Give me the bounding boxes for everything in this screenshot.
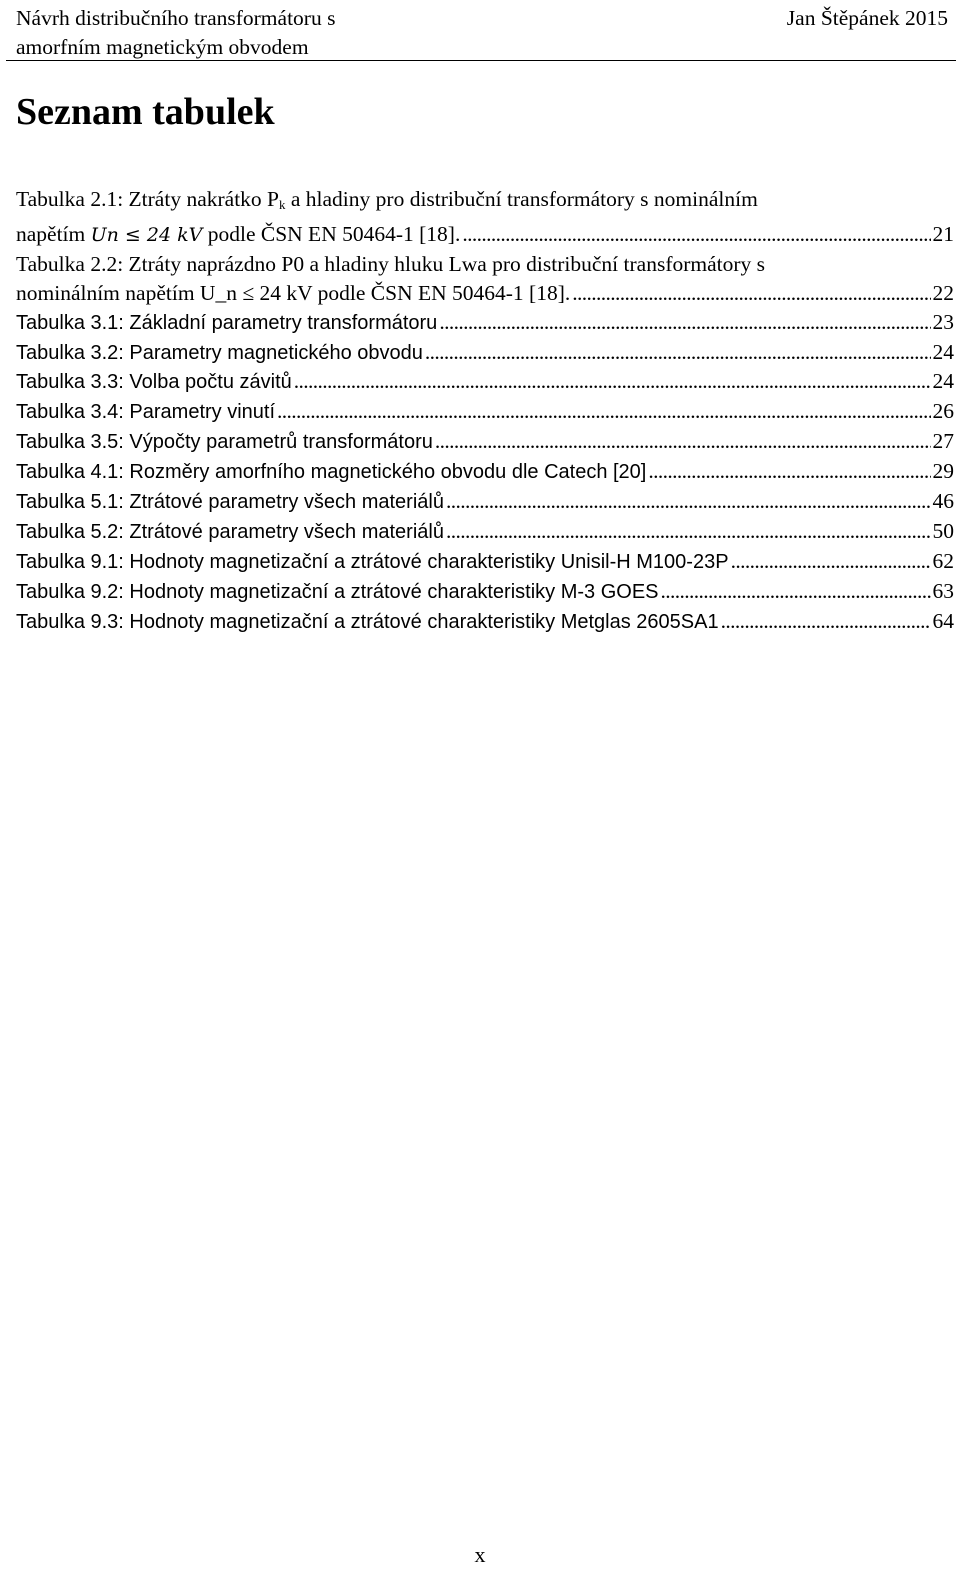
toc-page-number: 62 — [932, 548, 954, 573]
header-divider — [6, 60, 956, 61]
toc-entry-9-3[interactable] — [16, 607, 954, 637]
toc-entry-text: nominálním napětím U_n ≤ 24 kV podle ČSN EN 50464-1 [18]. — [16, 280, 571, 305]
toc-entry-text: Tabulka 9.3: Hodnoty magnetizační a ztrátové charakteristiky Metglas 2605SA1 — [16, 610, 719, 633]
page-title: Seznam tabulek — [16, 91, 275, 133]
toc-entry-3-1[interactable] — [16, 308, 954, 338]
toc-entry-text: Tabulka 5.1: Ztrátové parametry všech materiálů — [16, 491, 444, 514]
toc-entry-5-1[interactable] — [16, 487, 954, 517]
toc-page-number: 23 — [932, 309, 954, 334]
toc-entry-subscript: k — [279, 197, 286, 212]
toc-entry-3-4[interactable] — [16, 397, 954, 427]
toc-page-number: 63 — [932, 578, 954, 603]
toc-page-number: 29 — [932, 459, 954, 484]
toc-page-number: 64 — [932, 608, 954, 633]
toc-page-number: 26 — [932, 399, 954, 424]
toc-dot-leader — [277, 397, 930, 426]
toc-dot-leader — [648, 457, 930, 486]
toc-entry-text: Tabulka 9.2: Hodnoty magnetizační a ztrátové charakteristiky M-3 GOES — [16, 580, 659, 603]
toc-page-number: 46 — [932, 489, 954, 514]
toc-page-number: 21 — [932, 221, 954, 246]
toc-entry-text: Tabulka 3.3: Volba počtu závitů — [16, 371, 292, 394]
toc-entry-9-2[interactable] — [16, 577, 954, 607]
toc-page-number: 22 — [932, 280, 954, 305]
toc-entry-2-2[interactable] — [16, 250, 954, 308]
toc-dot-leader — [439, 308, 930, 337]
toc-entry-text: Tabulka 9.1: Hodnoty magnetizační a ztrátové charakteristiky Unisil-H M100-23P — [16, 550, 729, 573]
page-number: x — [474, 1542, 486, 1567]
toc-entry-line: Tabulka 2.2: Ztráty naprázdno P0 a hladiny hluku Lwa pro distribuční transformátory s — [16, 251, 766, 276]
toc-dot-leader — [435, 427, 931, 456]
toc-page-number: 50 — [932, 518, 954, 543]
toc-entry-text: Tabulka 5.2: Ztrátové parametry všech materiálů — [16, 520, 444, 543]
toc-entry-text: Tabulka 3.1: Základní parametry transformátoru — [16, 311, 438, 334]
toc-dot-leader — [462, 220, 930, 249]
toc-dot-leader — [721, 607, 931, 636]
toc-entry-text: Tabulka 3.4: Parametry vinutí — [16, 401, 276, 424]
toc-entry-3-5[interactable] — [16, 427, 954, 457]
running-header — [16, 4, 948, 62]
list-of-tables — [16, 185, 954, 637]
toc-entry-text-part: podle ČSN EN 50464-1 [18]. — [202, 221, 461, 246]
header-author-year: Jan Štěpánek 2015 — [786, 6, 948, 30]
toc-entry-math: Un ≤ 24 kV — [90, 223, 203, 246]
toc-entry-9-1[interactable] — [16, 547, 954, 577]
header-title-line-2: amorfním magnetickým obvodem — [16, 35, 309, 59]
toc-dot-leader — [446, 487, 931, 516]
toc-dot-leader — [731, 547, 931, 576]
toc-dot-leader — [425, 338, 931, 367]
toc-entry-3-2[interactable] — [16, 338, 954, 368]
toc-page-number: 27 — [932, 429, 954, 454]
toc-dot-leader — [446, 517, 931, 546]
toc-entry-5-2[interactable] — [16, 517, 954, 547]
toc-entry-line — [16, 279, 954, 308]
toc-page-number: 24 — [932, 369, 954, 394]
toc-entry-4-1[interactable] — [16, 457, 954, 487]
toc-entry-text: Tabulka 4.1: Rozměry amorfního magnetického obvodu dle Catech [20] — [16, 461, 647, 484]
toc-entry-2-1[interactable] — [16, 185, 954, 250]
toc-entry-line — [16, 220, 954, 250]
toc-entry-text: Tabulka 2.1: Ztráty nakrátko P — [16, 187, 279, 211]
header-document-title — [16, 4, 616, 62]
toc-dot-leader — [661, 577, 931, 606]
toc-entry-text: Tabulka 3.2: Parametry magnetického obvodu — [16, 341, 423, 364]
toc-dot-leader — [294, 367, 931, 396]
header-title-line-1: Návrh distribučního transformátoru s — [16, 6, 336, 30]
toc-entry-text: Tabulka 3.5: Výpočty parametrů transformátoru — [16, 431, 433, 454]
toc-entry-text-part: napětím — [16, 221, 91, 246]
toc-entry-text: a hladiny pro distribuční transformátory s nominálním — [285, 187, 758, 211]
toc-dot-leader — [572, 279, 930, 308]
toc-page-number: 24 — [932, 339, 954, 364]
toc-entry-3-3[interactable] — [16, 367, 954, 397]
toc-entry-text — [16, 220, 460, 250]
toc-entry-line — [16, 185, 954, 220]
